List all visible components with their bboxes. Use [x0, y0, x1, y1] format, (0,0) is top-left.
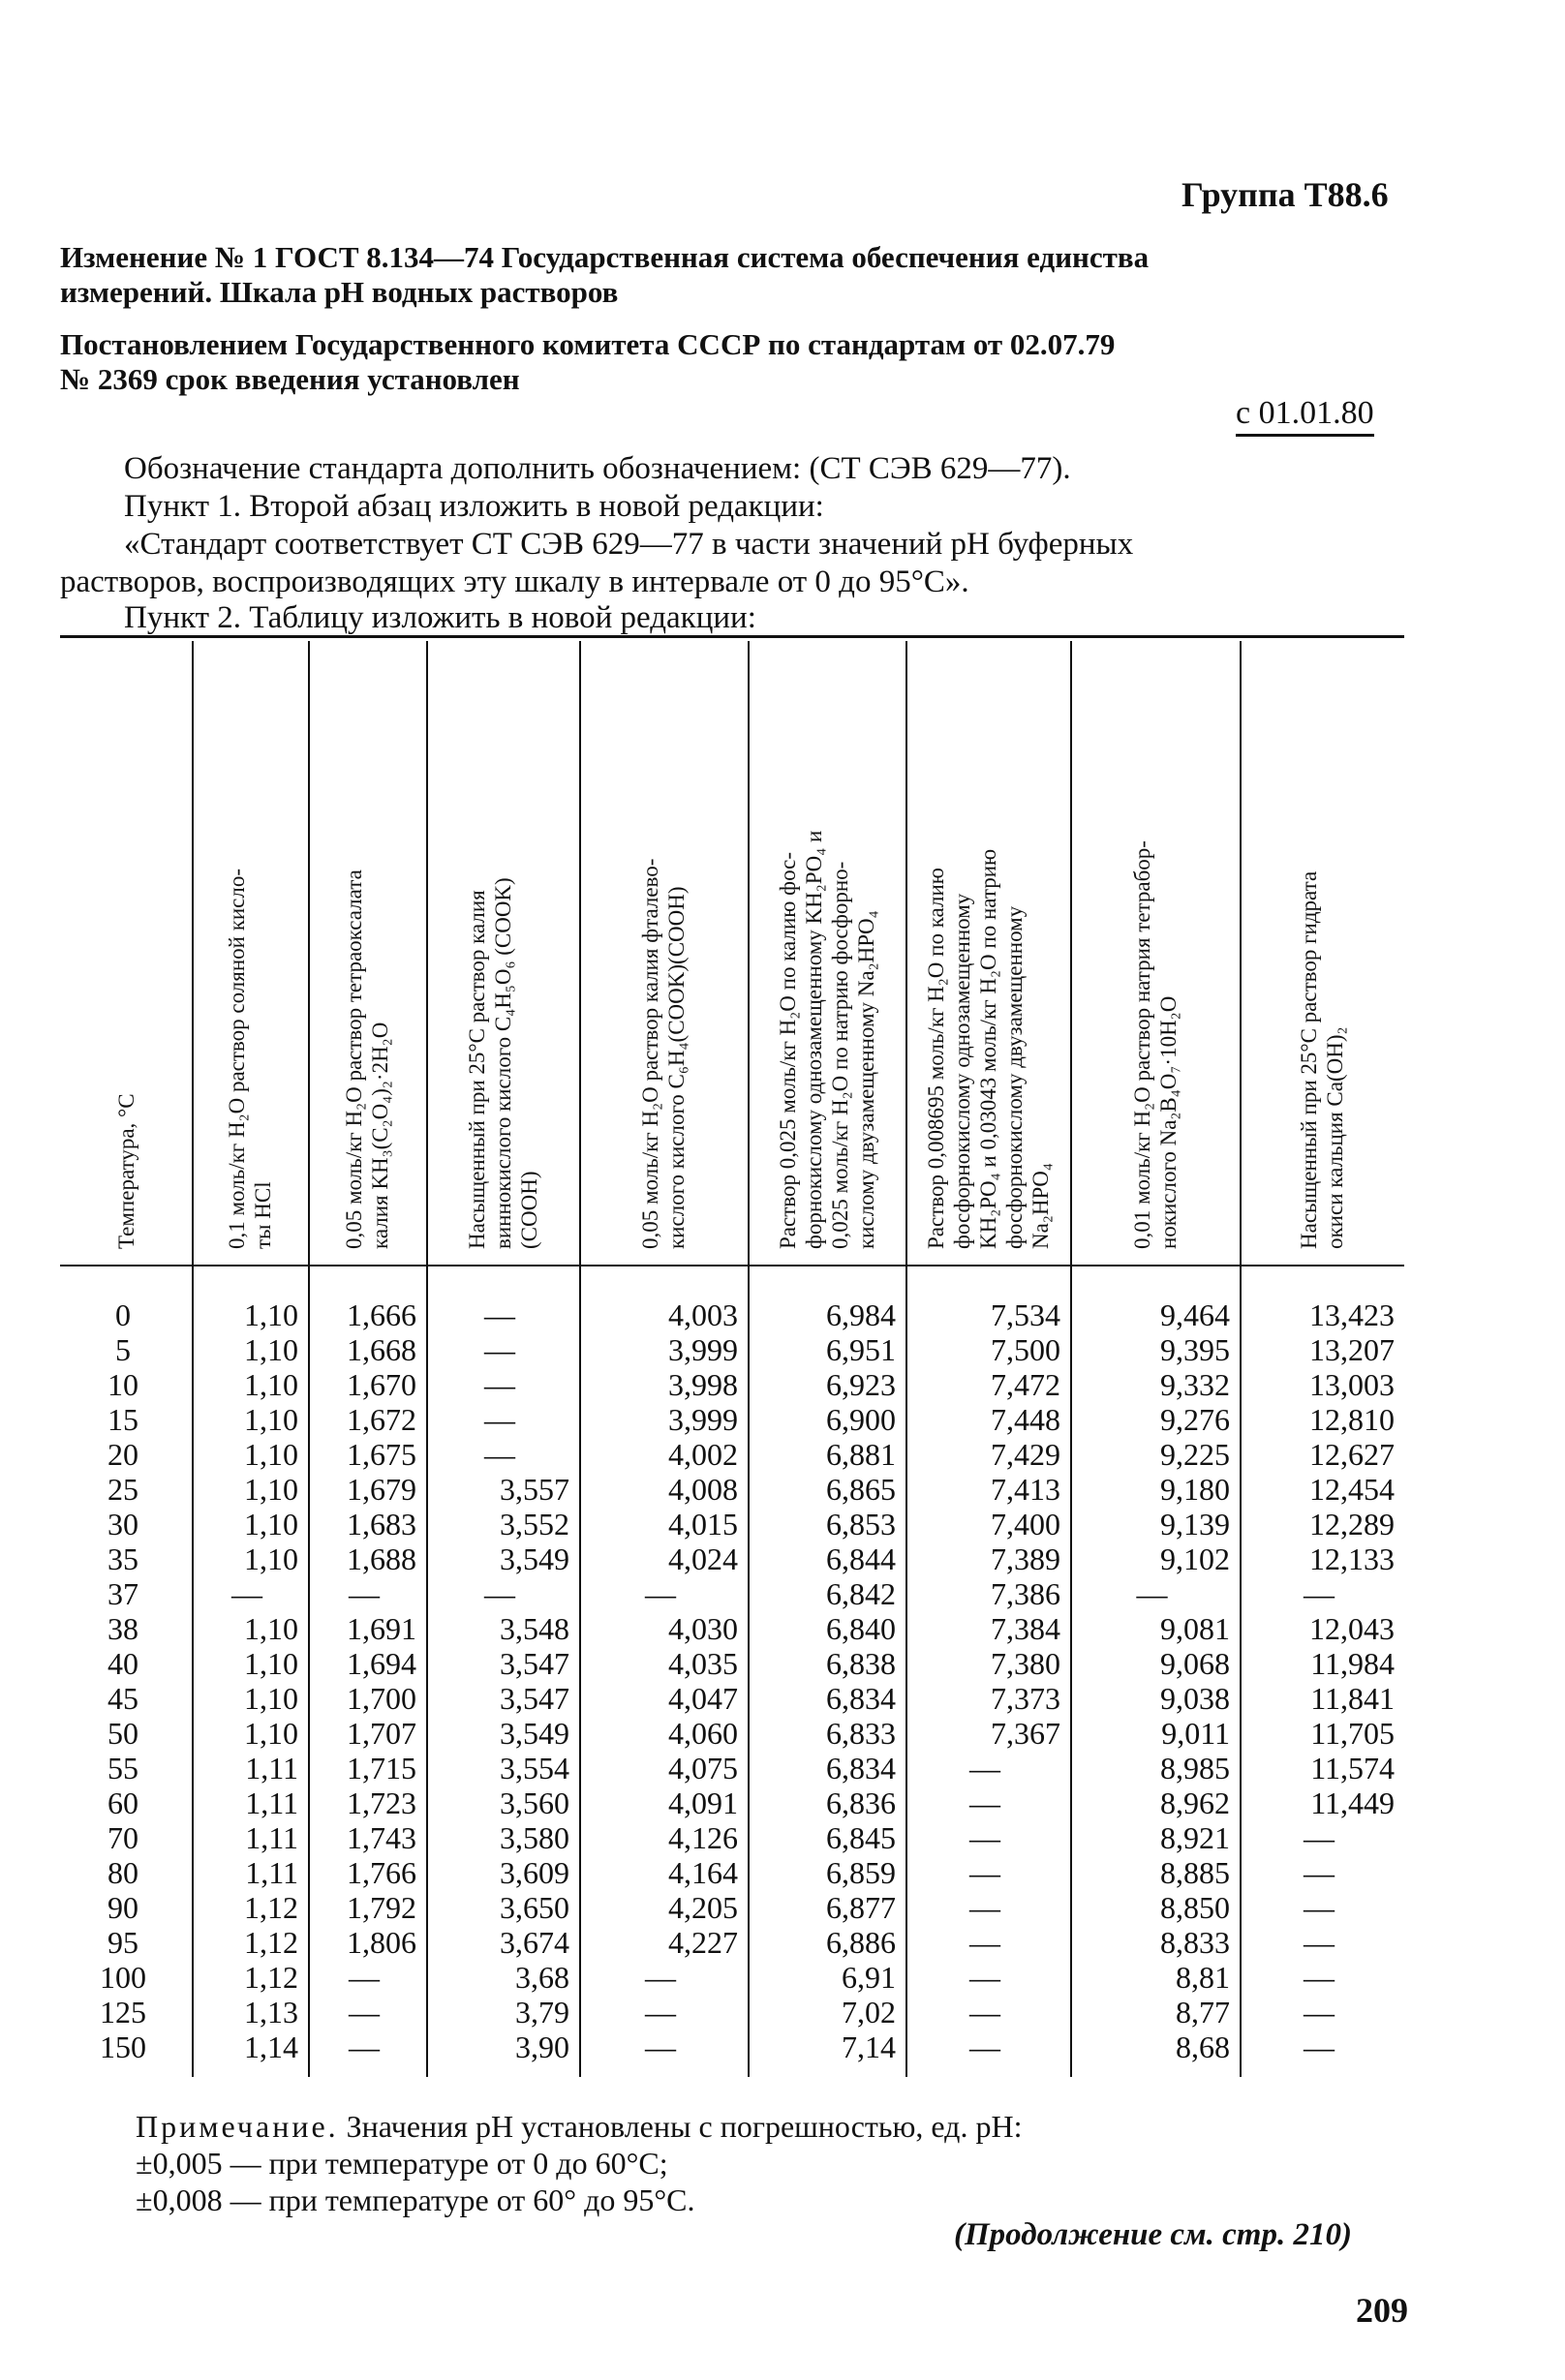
table-cell: 7,500	[991, 1332, 1060, 1367]
table-cell: 4,002	[668, 1437, 738, 1472]
table-cell: 7,380	[991, 1646, 1060, 1681]
table-cell: —	[645, 1995, 676, 2029]
table-cell: 11,574	[1310, 1751, 1395, 1785]
column-divider	[1070, 641, 1072, 2077]
table-cell: 8,81	[1176, 1960, 1230, 1995]
header-hcl	[224, 658, 276, 1249]
table-cell-temperature: 40	[107, 1646, 138, 1681]
table-cell-temperature: 10	[107, 1367, 138, 1402]
table-cell: 6,834	[826, 1751, 896, 1785]
table-cell: 1,11	[245, 1785, 298, 1820]
table-cell: 7,386	[991, 1576, 1060, 1611]
table-top-rule	[60, 635, 1404, 638]
table-cell: 1,10	[244, 1507, 298, 1541]
table-cell: —	[484, 1367, 515, 1402]
table-cell: 9,276	[1160, 1402, 1230, 1437]
table-cell: 7,384	[991, 1611, 1060, 1646]
table-cell: —	[484, 1332, 515, 1367]
table-cell: 4,205	[668, 1890, 738, 1925]
table-cell: 9,102	[1160, 1541, 1230, 1576]
table-cell-temperature: 50	[107, 1716, 138, 1751]
header-line: 0,05 моль/кг Н₂О раствор тетраоксалата	[342, 870, 366, 1249]
table-cell: —	[969, 1890, 1000, 1925]
table-cell: —	[1304, 1925, 1335, 1960]
table-cell: 1,700	[347, 1681, 416, 1716]
header-line: Насыщенный при 25°С раствор калия	[464, 890, 489, 1249]
table-cell: 13,423	[1309, 1297, 1395, 1332]
table-cell: 1,12	[244, 1925, 298, 1960]
table-cell: 9,038	[1160, 1681, 1230, 1716]
table-cell: —	[349, 2029, 380, 2064]
table-cell: 1,792	[347, 1890, 416, 1925]
table-cell: 6,844	[826, 1541, 896, 1576]
table-cell: —	[1304, 1820, 1335, 1855]
page-number: 209	[1356, 2291, 1408, 2330]
header-line: форнокислому однозамещенному KH₂PO₄ и	[801, 830, 826, 1249]
table-cell: 1,683	[347, 1507, 416, 1541]
header-line: кислому двузамещенному Na₂HPO₄	[853, 910, 878, 1249]
table-cell-temperature: 25	[107, 1472, 138, 1507]
header-calcium-hydroxide	[1296, 658, 1348, 1249]
table-cell-temperature: 70	[107, 1820, 138, 1855]
table-cell-temperature: 80	[107, 1855, 138, 1890]
table-cell: 9,395	[1160, 1332, 1230, 1367]
table-cell: 7,400	[991, 1507, 1060, 1541]
table-cell: —	[349, 1960, 380, 1995]
table-cell: —	[969, 1751, 1000, 1785]
table-cell: 7,367	[991, 1716, 1060, 1751]
header-line: кислого кислого C₆H₄(COOK)(COOH)	[664, 886, 689, 1249]
table-cell: 6,845	[826, 1820, 896, 1855]
header-line: виннокислого кислого C₄H₅O₆ (COOK)	[490, 877, 515, 1249]
paragraph-quote-line1: «Стандарт соответствует СТ СЭВ 629—77 в части значений рН буферных	[124, 527, 1134, 562]
table-cell: —	[969, 1960, 1000, 1995]
column-divider	[748, 641, 750, 2077]
table-cell: 6,865	[826, 1472, 896, 1507]
header-line: калия KH₃(C₂O₄)₂·2H₂O	[368, 1022, 392, 1249]
table-cell: —	[969, 1785, 1000, 1820]
table-cell: 7,14	[842, 2029, 896, 2064]
header-line: фосфорнокислому двузамещенному	[1001, 905, 1027, 1249]
table-cell: 6,900	[826, 1402, 896, 1437]
table-cell: 9,081	[1160, 1611, 1230, 1646]
table-cell: 1,679	[347, 1472, 416, 1507]
table-cell: 4,035	[668, 1646, 738, 1681]
table-cell: 1,668	[347, 1332, 416, 1367]
table-cell: 9,011	[1161, 1716, 1230, 1751]
header-temperature	[113, 658, 139, 1249]
table-cell: 9,225	[1160, 1437, 1230, 1472]
header-line: Температура, °С	[113, 1093, 138, 1249]
header-line: окиси кальция Ca(OH)₂	[1323, 1026, 1347, 1249]
table-cell: 4,091	[668, 1785, 738, 1820]
table-cell: —	[1304, 1960, 1335, 1995]
table-cell: 3,547	[500, 1681, 569, 1716]
header-phosphate-equimolar	[775, 658, 879, 1249]
table-cell: 1,743	[347, 1820, 416, 1855]
table-cell: —	[484, 1437, 515, 1472]
header-line: Насыщенный при 25°С раствор гидрата	[1297, 870, 1321, 1249]
table-cell: —	[1304, 1995, 1335, 2029]
table-cell: 3,998	[668, 1367, 738, 1402]
table-cell: 6,984	[826, 1297, 896, 1332]
header-line: KH₂PO₄ и 0,03043 моль/кг Н₂О по натрию	[975, 848, 1000, 1249]
table-cell: 3,552	[500, 1507, 569, 1541]
table-cell-temperature: 90	[107, 1890, 138, 1925]
table-cell: 1,10	[244, 1611, 298, 1646]
table-cell-temperature: 35	[107, 1541, 138, 1576]
header-tetraoxalate	[341, 658, 393, 1249]
table-cell: 1,672	[347, 1402, 416, 1437]
table-cell: 6,951	[826, 1332, 896, 1367]
table-cell: 3,549	[500, 1541, 569, 1576]
header-line: ты HCl	[251, 1181, 275, 1249]
table-cell: 12,454	[1309, 1472, 1395, 1507]
table-cell: 4,126	[668, 1820, 738, 1855]
table-cell: 6,853	[826, 1507, 896, 1541]
table-cell: 6,836	[826, 1785, 896, 1820]
header-line: (COOH)	[516, 1171, 541, 1249]
table-cell: 3,79	[515, 1995, 569, 2029]
table-cell: 3,609	[500, 1855, 569, 1890]
table-cell: 1,691	[347, 1611, 416, 1646]
table-cell: —	[645, 2029, 676, 2064]
table-cell: 7,472	[991, 1367, 1060, 1402]
table-cell: 11,449	[1310, 1785, 1395, 1820]
note-line3: ±0,008 — при температуре от 60° до 95°С.	[136, 2182, 695, 2217]
table-cell: 1,694	[347, 1646, 416, 1681]
table-cell: 8,833	[1160, 1925, 1230, 1960]
table-cell-temperature: 95	[107, 1925, 138, 1960]
header-borax	[1129, 658, 1181, 1249]
table-cell: 3,650	[500, 1890, 569, 1925]
table-cell: 1,10	[244, 1402, 298, 1437]
table-cell: 6,923	[826, 1367, 896, 1402]
table-cell-temperature: 45	[107, 1681, 138, 1716]
table-cell: 7,448	[991, 1402, 1060, 1437]
table-cell: 8,68	[1176, 2029, 1230, 2064]
header-phosphate-ratio	[923, 658, 1054, 1249]
table-cell: 1,10	[244, 1437, 298, 1472]
table-cell: 11,841	[1310, 1681, 1395, 1716]
table-cell: 3,580	[500, 1820, 569, 1855]
column-divider	[905, 641, 907, 2077]
table-cell: —	[349, 1995, 380, 2029]
table-cell: —	[1304, 1855, 1335, 1890]
table-cell: 6,842	[826, 1576, 896, 1611]
table-cell: 3,999	[668, 1402, 738, 1437]
table-cell: —	[484, 1402, 515, 1437]
table-cell: 12,043	[1309, 1611, 1395, 1646]
table-cell: 12,133	[1309, 1541, 1395, 1576]
table-cell: 1,10	[244, 1367, 298, 1402]
table-cell: 1,13	[244, 1995, 298, 2029]
header-line: 0,025 моль/кг Н₂О по натрию фосфорно-	[827, 861, 852, 1249]
table-cell: 1,688	[347, 1541, 416, 1576]
table-cell: 4,047	[668, 1681, 738, 1716]
column-divider	[426, 641, 428, 2077]
header-line: 0,01 моль/кг Н₂О раствор натрия тетрабор-	[1129, 840, 1154, 1249]
table-cell: —	[231, 1576, 262, 1611]
table-cell: —	[1136, 1576, 1168, 1611]
note-line2: ±0,005 — при температуре от 0 до 60°С;	[136, 2146, 668, 2181]
table-cell: 4,003	[668, 1297, 738, 1332]
table-cell: 12,810	[1309, 1402, 1395, 1437]
table-cell: 7,534	[991, 1297, 1060, 1332]
table-cell: —	[969, 1855, 1000, 1890]
table-cell: 3,548	[500, 1611, 569, 1646]
column-divider	[308, 641, 310, 2077]
table-cell: 6,840	[826, 1611, 896, 1646]
table-cell-temperature: 60	[107, 1785, 138, 1820]
table-cell: —	[969, 1820, 1000, 1855]
effective-date: с 01.01.80	[1236, 395, 1374, 437]
table-cell: 3,999	[668, 1332, 738, 1367]
table-cell: 7,02	[842, 1995, 896, 2029]
table-cell: 1,806	[347, 1925, 416, 1960]
paragraph-clause1: Пункт 1. Второй абзац изложить в новой редакции:	[124, 489, 824, 524]
table-cell: 1,766	[347, 1855, 416, 1890]
table-cell-temperature: 20	[107, 1437, 138, 1472]
header-line: Раствор 0,008695 моль/кг Н₂О по калию	[923, 868, 948, 1249]
table-cell: 7,429	[991, 1437, 1060, 1472]
continuation-note: (Продолжение см. стр. 210)	[954, 2217, 1352, 2252]
column-divider	[192, 641, 194, 2077]
table-cell: 4,164	[668, 1855, 738, 1890]
table-cell: 6,833	[826, 1716, 896, 1751]
decree-line1: Постановлением Государственного комитета СССР по стандартам от 02.07.79	[60, 327, 1116, 361]
table-cell: 1,11	[245, 1820, 298, 1855]
table-cell: 3,68	[515, 1960, 569, 1995]
header-line: Na₂HPO₄	[1028, 1163, 1053, 1249]
paragraph-designation: Обозначение стандарта дополнить обозначением: (СТ СЭВ 629—77).	[124, 451, 1071, 486]
table-cell: 3,90	[515, 2029, 569, 2064]
table-cell: —	[349, 1576, 380, 1611]
table-cell: 1,670	[347, 1367, 416, 1402]
table-cell: —	[645, 1960, 676, 1995]
table-cell: 7,413	[991, 1472, 1060, 1507]
table-cell: 1,10	[244, 1681, 298, 1716]
table-cell: 8,985	[1160, 1751, 1230, 1785]
table-cell: 1,10	[244, 1716, 298, 1751]
table-cell: —	[484, 1297, 515, 1332]
table-cell: 9,139	[1160, 1507, 1230, 1541]
table-cell: —	[1304, 1576, 1335, 1611]
header-line: 0,1 моль/кг Н₂О раствор соляной кисло-	[225, 868, 249, 1249]
table-cell: 1,715	[347, 1751, 416, 1785]
note-label: Примечание.	[136, 2109, 339, 2144]
table-cell: 1,10	[244, 1646, 298, 1681]
table-cell: 3,560	[500, 1785, 569, 1820]
table-cell: 3,557	[500, 1472, 569, 1507]
table-cell: 7,389	[991, 1541, 1060, 1576]
table-cell: 8,885	[1160, 1855, 1230, 1890]
amendment-title-line1: Изменение № 1 ГОСТ 8.134—74 Государственная система обеспечения единства	[60, 240, 1150, 274]
table-cell: 4,227	[668, 1925, 738, 1960]
table-cell: 9,332	[1160, 1367, 1230, 1402]
table-cell: 1,12	[244, 1960, 298, 1995]
table-cell: 4,024	[668, 1541, 738, 1576]
table-cell-temperature: 150	[100, 2029, 146, 2064]
table-cell: 1,723	[347, 1785, 416, 1820]
table-cell: 1,14	[244, 2029, 298, 2064]
table-cell: 9,068	[1160, 1646, 1230, 1681]
table-cell: 1,10	[244, 1332, 298, 1367]
table-cell: 4,075	[668, 1751, 738, 1785]
table-cell: 1,675	[347, 1437, 416, 1472]
header-line: Раствор 0,025 моль/кг Н₂О по калию фос-	[775, 851, 800, 1249]
table-cell: 1,11	[245, 1855, 298, 1890]
decree-line2: № 2369 срок введения установлен	[60, 362, 520, 396]
column-divider	[1240, 641, 1242, 2077]
table-cell: 4,008	[668, 1472, 738, 1507]
table-cell: 6,886	[826, 1925, 896, 1960]
paragraph-clause2: Пункт 2. Таблицу изложить в новой редакции:	[124, 600, 756, 635]
table-cell: 1,666	[347, 1297, 416, 1332]
table-cell: 9,464	[1160, 1297, 1230, 1332]
header-line: 0,05 моль/кг Н₂О раствор калия фталево-	[638, 858, 662, 1249]
table-cell: 1,11	[245, 1751, 298, 1785]
table-cell: —	[969, 1925, 1000, 1960]
table-cell: 1,10	[244, 1472, 298, 1507]
table-cell-temperature: 15	[107, 1402, 138, 1437]
table-cell: —	[1304, 2029, 1335, 2064]
table-cell: —	[969, 1995, 1000, 2029]
table-cell: —	[1304, 1890, 1335, 1925]
table-cell: 3,549	[500, 1716, 569, 1751]
header-line: фосфорнокислому однозамещенному	[949, 893, 974, 1249]
table-cell: 11,705	[1310, 1716, 1395, 1751]
table-cell: 7,373	[991, 1681, 1060, 1716]
table-cell: 6,877	[826, 1890, 896, 1925]
amendment-title-line2: измерений. Шкала рН водных растворов	[60, 275, 619, 309]
table-cell: 4,060	[668, 1716, 738, 1751]
group-code: Группа Т88.6	[1181, 175, 1389, 214]
note-line1	[136, 2109, 1022, 2145]
table-cell-temperature: 37	[107, 1576, 138, 1611]
table-cell: 6,834	[826, 1681, 896, 1716]
table-cell-temperature: 100	[100, 1960, 146, 1995]
table-cell: 1,707	[347, 1716, 416, 1751]
table-cell: 3,554	[500, 1751, 569, 1785]
table-header-rule	[60, 1265, 1404, 1266]
table-cell: 6,838	[826, 1646, 896, 1681]
table-cell: 4,030	[668, 1611, 738, 1646]
table-cell: 13,207	[1309, 1332, 1395, 1367]
header-phthalate	[637, 658, 690, 1249]
table-cell: 6,881	[826, 1437, 896, 1472]
header-line: нокислого Na₂B₄O₇·10H₂O	[1155, 995, 1181, 1249]
table-cell: —	[969, 2029, 1000, 2064]
note-line1-text: Значения рН установлены с погрешностью, ед. рН:	[346, 2109, 1023, 2144]
table-cell: 1,10	[244, 1541, 298, 1576]
table-cell: —	[484, 1576, 515, 1611]
table-cell: 11,984	[1310, 1646, 1395, 1681]
table-cell: 8,921	[1160, 1820, 1230, 1855]
table-cell-temperature: 38	[107, 1611, 138, 1646]
table-cell-temperature: 55	[107, 1751, 138, 1785]
table-cell: 1,12	[244, 1890, 298, 1925]
table-cell-temperature: 125	[100, 1995, 146, 2029]
paragraph-quote-line2: растворов, воспроизводящих эту шкалу в интервале от 0 до 95°С».	[60, 564, 969, 599]
table-cell-temperature: 30	[107, 1507, 138, 1541]
table-cell: 8,962	[1160, 1785, 1230, 1820]
table-cell: 6,91	[842, 1960, 896, 1995]
table-cell: 8,850	[1160, 1890, 1230, 1925]
table-cell: 9,180	[1160, 1472, 1230, 1507]
table-cell: 4,015	[668, 1507, 738, 1541]
column-divider	[579, 641, 581, 2077]
header-tartrate	[464, 658, 542, 1249]
table-cell: 6,859	[826, 1855, 896, 1890]
table-cell: 3,547	[500, 1646, 569, 1681]
table-cell: 13,003	[1309, 1367, 1395, 1402]
table-cell-temperature: 0	[115, 1297, 131, 1332]
table-cell: —	[645, 1576, 676, 1611]
table-cell: 8,77	[1176, 1995, 1230, 2029]
table-cell: 3,674	[500, 1925, 569, 1960]
table-cell-temperature: 5	[115, 1332, 131, 1367]
table-cell: 12,289	[1309, 1507, 1395, 1541]
table-cell: 1,10	[244, 1297, 298, 1332]
table-cell: 12,627	[1309, 1437, 1395, 1472]
